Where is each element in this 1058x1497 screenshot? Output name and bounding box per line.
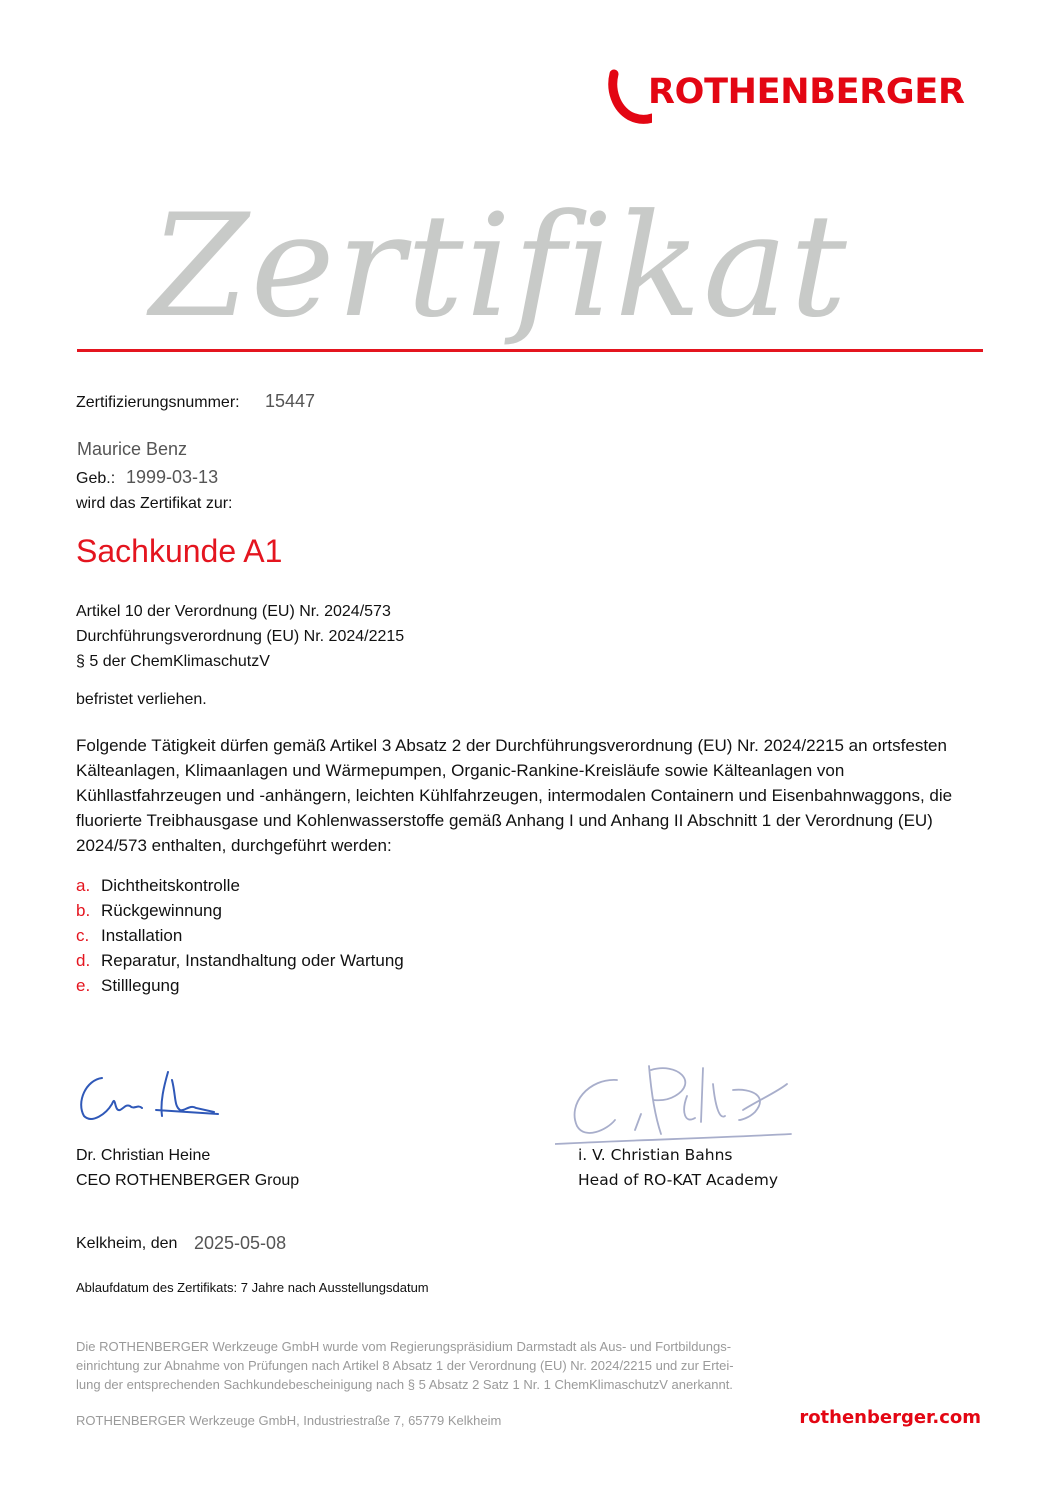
expiry-note: Ablaufdatum des Zertifikats: 7 Jahre nach Ausstellungsdatum xyxy=(76,1280,429,1295)
signatory-right xyxy=(578,1143,778,1193)
company-logo xyxy=(606,68,986,126)
issue-date: 2025-05-08 xyxy=(194,1233,287,1253)
signatory-name: Dr. Christian Heine xyxy=(76,1147,211,1164)
signatory-role: CEO ROTHENBERGER Group xyxy=(76,1172,300,1189)
birth-label: Geb.: xyxy=(76,470,116,487)
logo-swoosh-icon xyxy=(606,68,652,126)
footer-address: ROTHENBERGER Werkzeuge GmbH, Industriestraße 7, 65779 Kelkheim xyxy=(76,1413,502,1428)
signature-heine xyxy=(72,1066,222,1126)
regulation-item: § 5 der ChemKlimaschutzV xyxy=(76,653,270,670)
certificate-title: Zertifikat xyxy=(150,184,849,349)
signatory-role: Head of RO-KAT Academy xyxy=(578,1171,779,1189)
activity-list xyxy=(76,873,404,998)
regulation-item: Artikel 10 der Verordnung (EU) Nr. 2024/573 xyxy=(76,603,391,620)
awarded-text: befristet verliehen. xyxy=(76,691,207,708)
list-item: d. Reparatur, Instandhaltung oder Wartung xyxy=(76,951,404,970)
cert-number-value: 15447 xyxy=(265,391,316,411)
signatory-left xyxy=(76,1143,299,1193)
signature-bahns xyxy=(555,1060,795,1150)
holder-intro: wird das Zertifikat zur: xyxy=(76,495,233,512)
title-divider xyxy=(77,349,983,352)
activity-paragraph: Folgende Tätigkeit dürfen gemäß Artikel 3 Absatz 2 der Durchführungsverordnung (EU) Nr. 2024/2215 an ortsfesten Kälteanlagen, Klimaanlagen und Wärmepumpen, Organic-Rankine-Kreisläufe sowie Kälteanlagen von Kühllastfahrzeugen und -anhängern, leichten Kühlfahrzeugen, intermodalen Containern und Eisenbahnwaggons, die fluorierte Treibhausgase und Kohlenwasserstoffe gemäß Anhang I und Anhang II Abschnitt 1 der Verordnung (EU) 2024/573 enthalten, durchgeführt werden: xyxy=(76,736,953,855)
website-link[interactable]: rothenberger.com xyxy=(799,1407,981,1428)
list-item: a. Dichtheitskontrolle xyxy=(76,876,240,895)
regulations-list xyxy=(76,599,404,674)
cert-number-label: Zertifizierungsnummer: xyxy=(76,394,240,411)
signatory-name: i. V. Christian Bahns xyxy=(578,1146,733,1164)
place-label: Kelkheim, den xyxy=(76,1235,178,1252)
holder-name: Maurice Benz xyxy=(77,439,188,459)
list-item: c. Installation xyxy=(76,926,183,945)
qualification-heading: Sachkunde A1 xyxy=(76,533,283,569)
accreditation-note: Die ROTHENBERGER Werkzeuge GmbH wurde vom Regierungspräsidium Darmstadt als Aus- und Fortbildungs- einrichtung zur Abnahme von Prüfungen nach Artikel 8 Absatz 1 der Verordnung (EU) Nr. 2024/2215 und zur Ertei- lung der entsprechenden Sachkundebescheinigung nach § 5 Absatz 2 Satz 1 Nr. 1 ChemKlimaschutzV anerkannt. xyxy=(76,1339,734,1392)
list-item: b. Rückgewinnung xyxy=(76,901,222,920)
list-item: e. Stilllegung xyxy=(76,976,180,995)
regulation-item: Durchführungsverordnung (EU) Nr. 2024/2215 xyxy=(76,628,405,645)
birth-date: 1999-03-13 xyxy=(126,467,219,487)
logo-wordmark: ROTHENBERGER xyxy=(648,72,965,112)
